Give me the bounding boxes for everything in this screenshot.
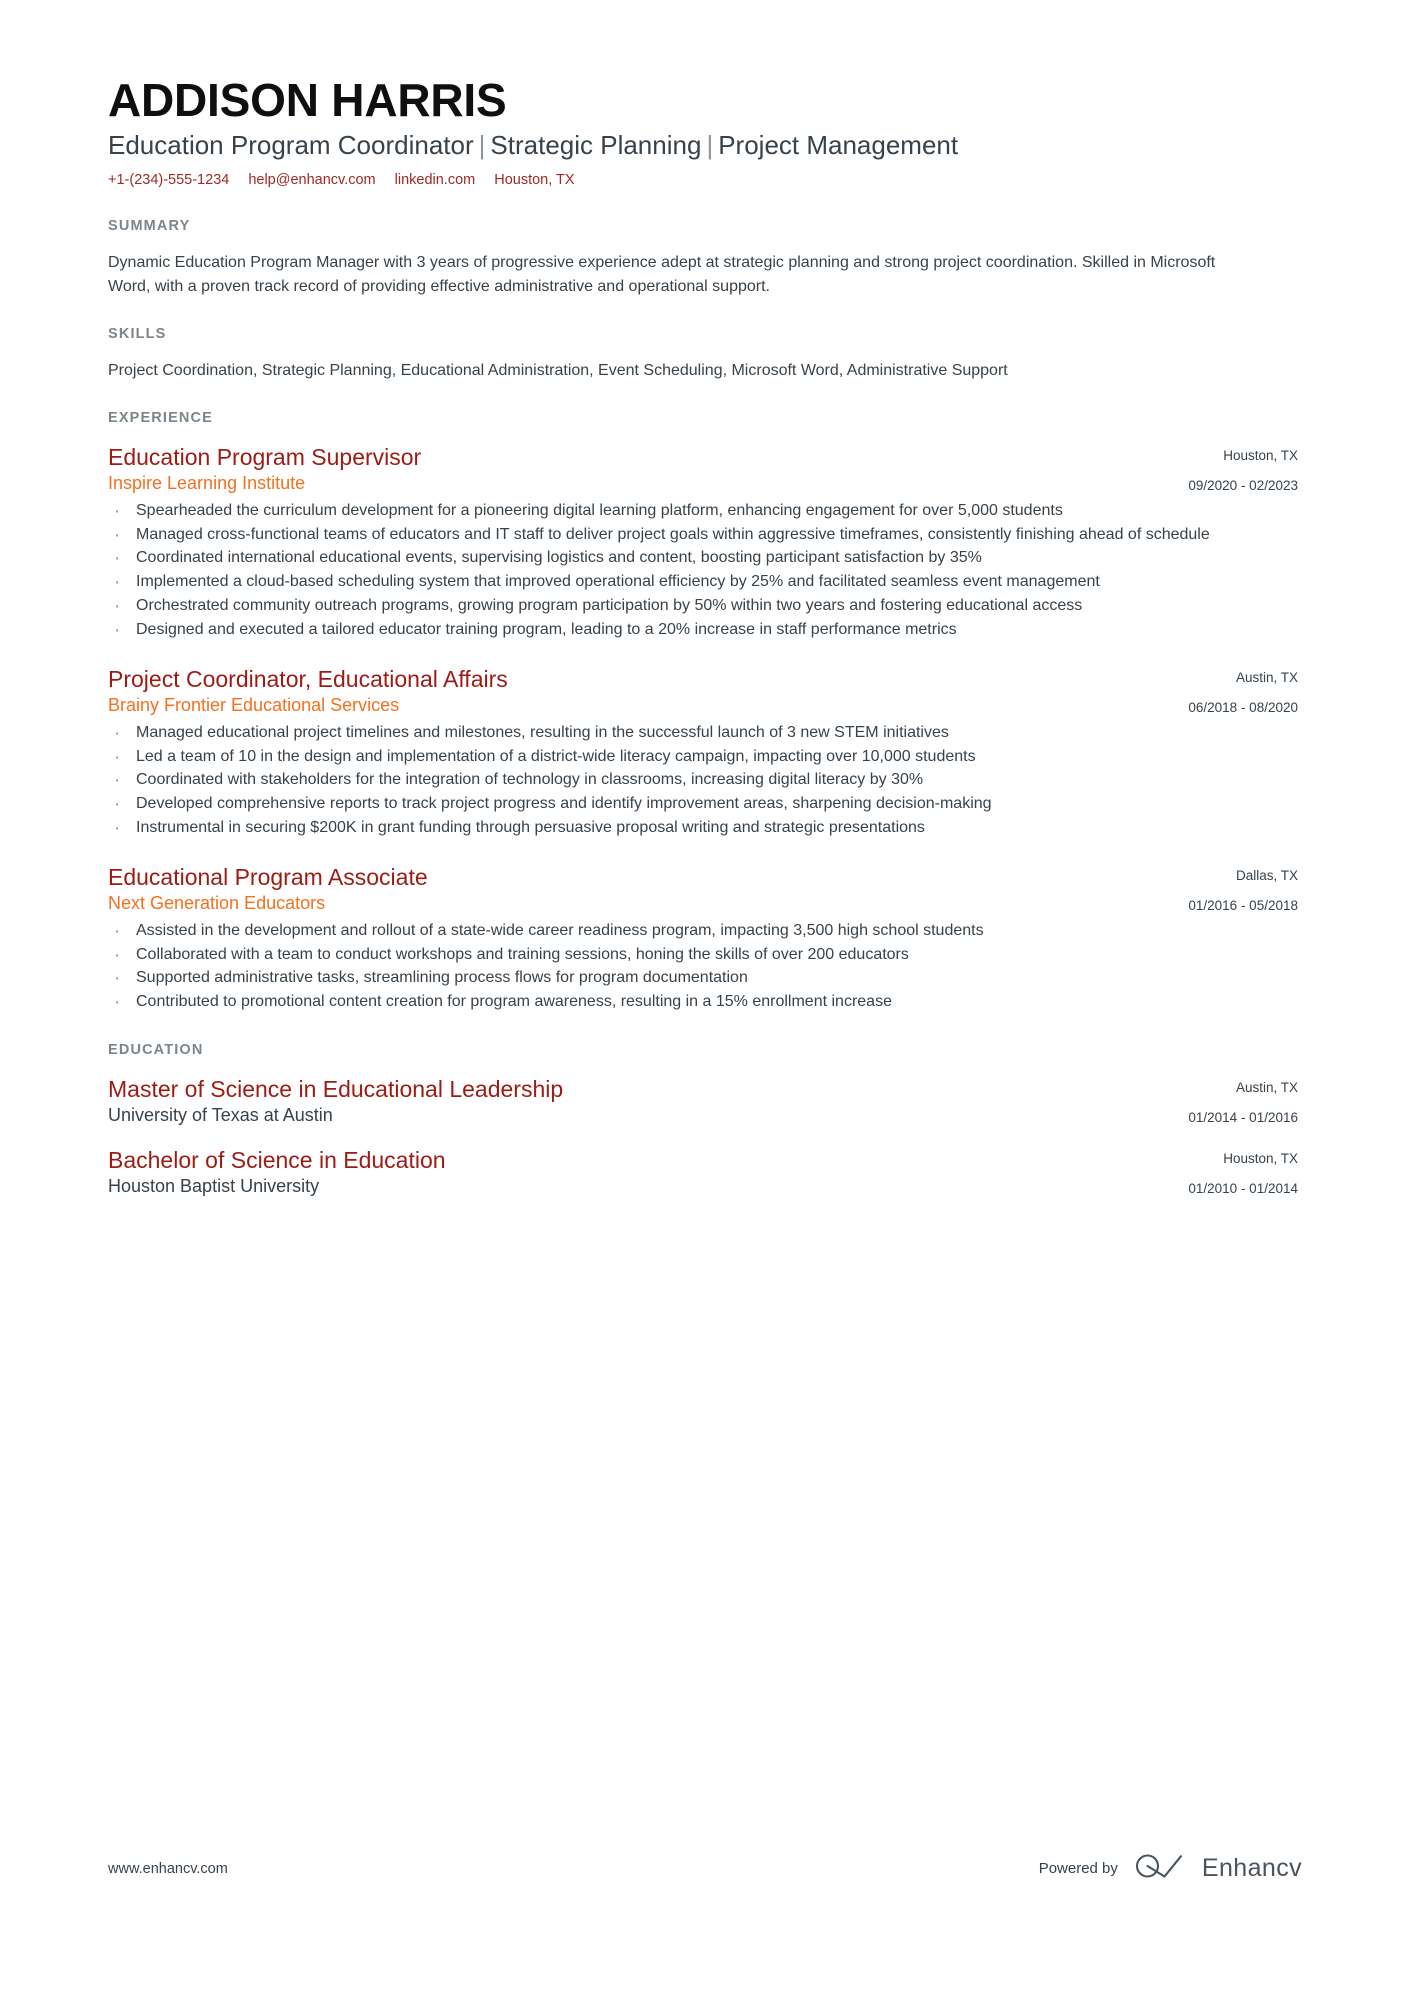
experience-role: Project Coordinator, Educational Affairs <box>108 666 508 693</box>
education-entry-header <box>108 1146 1298 1198</box>
contact-linkedin[interactable]: linkedin.com <box>394 172 476 189</box>
headline-part-3: Project Management <box>718 130 959 161</box>
experience-entry-header <box>108 443 1298 495</box>
section-skills <box>108 326 1298 382</box>
experience-entry-header <box>108 863 1298 915</box>
experience-bullet: · Coordinated international educational events, supervising logistics and content, boosting participant satisfaction by 35% <box>108 547 1298 570</box>
education-school: Houston Baptist University <box>108 1176 320 1197</box>
experience-bullet: · Spearheaded the curriculum development for a pioneering digital learning platform, enhancing engagement for over 5,000 students <box>108 500 1298 523</box>
experience-bullet: · Led a team of 10 in the design and implementation of a district-wide literacy campaign, impacting over 10,000 students <box>108 746 1298 769</box>
education-dates: 01/2010 - 01/2014 <box>1188 1181 1298 1197</box>
skills-text: Project Coordination, Strategic Planning, Educational Administration, Event Scheduling, Microsoft Word, Administrative Support <box>108 362 1008 380</box>
resume-content <box>108 76 1298 1198</box>
contact-phone[interactable]: +1-(234)-555-1234 <box>108 172 230 189</box>
experience-role: Educational Program Associate <box>108 864 428 891</box>
education-entry <box>108 1146 1298 1198</box>
experience-bullet: · Developed comprehensive reports to track project progress and identify improvement areas, sharpening decision-making <box>108 793 1298 816</box>
experience-bullet: · Managed cross-functional teams of educators and IT staff to deliver project goals within aggressive timeframes, consistently finishing ahead of schedule <box>108 524 1298 547</box>
footer-brand <box>1039 1852 1302 1885</box>
candidate-headline <box>108 130 1298 161</box>
section-title-skills: SKILLS <box>108 326 167 343</box>
resume-header <box>108 76 1298 190</box>
contact-line <box>108 171 1298 190</box>
experience-bullet-list <box>108 722 1298 840</box>
education-entry-main <box>108 1075 1188 1127</box>
experience-bullet: · Managed educational project timelines and milestones, resulting in the successful launch of 3 new STEM initiatives <box>108 722 1298 745</box>
section-summary <box>108 218 1298 298</box>
experience-entry-header <box>108 665 1298 717</box>
experience-company: Next Generation Educators <box>108 893 326 914</box>
section-experience <box>108 410 1298 1013</box>
summary-text: Dynamic Education Program Manager with 3 years of progressive experience adept at strategic planning and strong project coordination. Skilled in Microsoft Word, with a proven track record of providing effective administrative and operational support. <box>108 254 1216 295</box>
experience-company: Inspire Learning Institute <box>108 473 306 494</box>
experience-entry-main <box>108 665 1188 717</box>
experience-bullet: · Collaborated with a team to conduct workshops and training sessions, honing the skills of over 200 educators <box>108 944 1298 967</box>
experience-bullet: · Coordinated with stakeholders for the integration of technology in classrooms, increasing digital literacy by 30% <box>108 769 1298 792</box>
education-degree: Master of Science in Educational Leadership <box>108 1075 564 1102</box>
experience-role: Education Program Supervisor <box>108 444 422 471</box>
resume-footer <box>108 1852 1302 1885</box>
experience-bullet: · Orchestrated community outreach programs, growing program participation by 50% within two years and fostering educational access <box>108 595 1298 618</box>
powered-by-label: Powered by <box>1038 1860 1118 1877</box>
experience-bullet: · Implemented a cloud-based scheduling system that improved operational efficiency by 25% and facilitated seamless event management <box>108 571 1298 594</box>
experience-bullet: · Instrumental in securing $200K in grant funding through persuasive proposal writing and strategic presentations <box>108 817 1298 840</box>
section-education <box>108 1042 1298 1198</box>
experience-bullet: · Supported administrative tasks, streamlining process flows for program documentation <box>108 967 1298 990</box>
experience-bullet-list <box>108 500 1298 641</box>
experience-dates: 09/2020 - 02/2023 <box>1188 478 1298 494</box>
experience-entry <box>108 665 1298 839</box>
footer-website-url[interactable]: www.enhancv.com <box>108 1860 228 1877</box>
experience-location: Dallas, TX <box>1235 868 1298 884</box>
headline-separator: | <box>706 130 714 161</box>
experience-entry-meta <box>1188 863 1298 914</box>
experience-company: Brainy Frontier Educational Services <box>108 695 400 716</box>
section-title-summary: SUMMARY <box>108 218 191 235</box>
education-entry-meta <box>1188 1075 1298 1126</box>
experience-entry <box>108 443 1298 641</box>
section-title-education: EDUCATION <box>108 1041 204 1058</box>
contact-location: Houston, TX <box>494 172 575 189</box>
education-entry <box>108 1075 1298 1127</box>
education-location: Austin, TX <box>1235 1079 1298 1095</box>
experience-entry-main <box>108 863 1188 915</box>
experience-bullet-list <box>108 920 1298 1014</box>
headline-part-1: Education Program Coordinator <box>108 130 474 161</box>
brand-name: Enhancv <box>1201 1854 1302 1882</box>
headline-part-2: Strategic Planning <box>490 130 702 161</box>
candidate-name: ADDISON HARRIS <box>108 74 507 126</box>
education-location: Houston, TX <box>1223 1151 1298 1167</box>
education-school: University of Texas at Austin <box>108 1104 333 1125</box>
experience-entry-main <box>108 443 1188 495</box>
experience-location: Austin, TX <box>1235 670 1298 686</box>
contact-email[interactable]: help@enhancv.com <box>248 172 376 189</box>
experience-location: Houston, TX <box>1223 448 1298 464</box>
experience-entry <box>108 863 1298 1013</box>
experience-entry-meta <box>1188 443 1298 494</box>
experience-bullet: · Assisted in the development and rollout of a state-wide career readiness program, impacting 3,500 high school students <box>108 920 1298 943</box>
education-entry-meta <box>1188 1146 1298 1197</box>
section-title-experience: EXPERIENCE <box>108 410 213 427</box>
experience-bullet: · Contributed to promotional content creation for program awareness, resulting in a 15% enrollment increase <box>108 991 1298 1014</box>
education-entry-main <box>108 1146 1188 1198</box>
experience-dates: 01/2016 - 05/2018 <box>1188 898 1298 914</box>
enhancv-infinity-logo-icon <box>1134 1852 1186 1885</box>
experience-bullet: · Designed and executed a tailored educator training program, leading to a 20% increase in staff performance metrics <box>108 619 1298 642</box>
education-entry-header <box>108 1075 1298 1127</box>
experience-dates: 06/2018 - 08/2020 <box>1188 700 1298 716</box>
headline-separator: | <box>478 130 486 161</box>
education-list <box>108 1075 1298 1198</box>
education-degree: Bachelor of Science in Education <box>108 1147 446 1174</box>
experience-entry-meta <box>1188 665 1298 716</box>
education-dates: 01/2014 - 01/2016 <box>1188 1109 1298 1125</box>
experience-list <box>108 443 1298 1013</box>
